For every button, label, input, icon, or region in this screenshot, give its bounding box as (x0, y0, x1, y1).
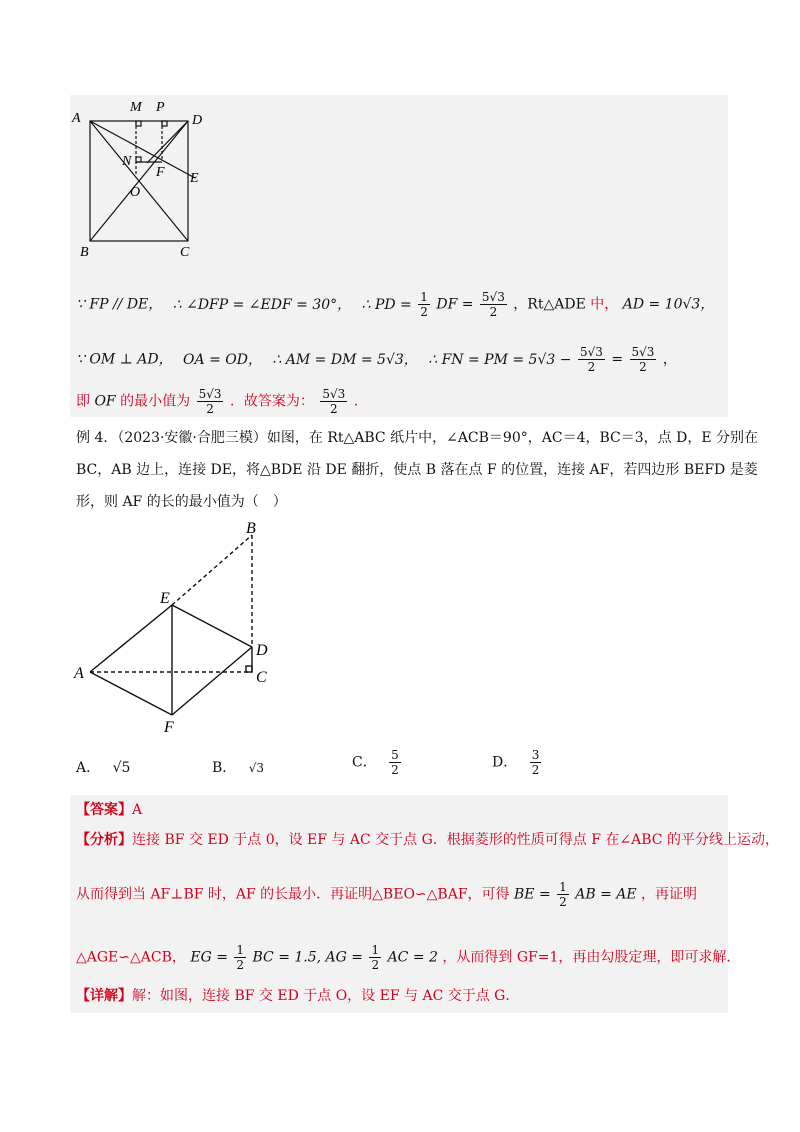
sol1-rt-ade: ，Rt△ADE (513, 296, 586, 313)
fraction-5root3-over-2: $\frac{5√3}{2}$ (481, 290, 505, 319)
sol1-angle: ∴ ∠DFP = ∠EDF = 30°， (172, 296, 352, 313)
fig1-label-e: E (190, 171, 199, 186)
analysis-bc-ag: BC = 1.5, AG = (252, 949, 364, 966)
fig2-label-b: B (246, 520, 256, 537)
fig1-label-m: M (130, 100, 142, 115)
fig1-label-b: B (80, 245, 89, 260)
option-a-value: √5 (112, 760, 131, 776)
fig1-label-p: P (156, 100, 165, 115)
analysis-text-3i: ，从而得到 GF=1，再由勾股定理，即可求解． (442, 949, 741, 966)
detail-tag: 【详解】 (76, 988, 132, 1004)
fraction-5root3-over-2: $\frac{5√3}{2}$ (579, 345, 603, 374)
option-a-label: A． (76, 760, 101, 776)
analysis-line-2 (76, 880, 697, 909)
answer-tag: 【答案】 (76, 802, 132, 818)
analysis-ac: AC = 2 (387, 949, 438, 966)
option-a[interactable] (76, 758, 130, 778)
fig1-label-c: C (180, 245, 190, 260)
analysis-be: BE = (513, 886, 551, 903)
solution-line-2 (76, 345, 677, 374)
fig2-label-f: F (164, 719, 174, 736)
analysis-text-1: 连接 BF 交 ED 于点 0，设 EF 与 AC 交于点 G．根据菱形的性质可得点 F 在∠ABC 的平分线上运动， (132, 832, 779, 848)
fig2-label-d: D (256, 642, 268, 659)
sol3-answer-text: ．故答案为： (229, 393, 314, 410)
fig2-label-c: C (256, 669, 267, 686)
fig1-label-f: F (156, 165, 165, 180)
analysis-text-2a: 从而得到当 AF⊥BF 时，AF 的长最小．再证明△BEO∽△BAF，可得 (76, 886, 510, 903)
sol1-pd: ∴ PD = (361, 296, 412, 313)
fraction-half: $\frac{1}{2}$ (559, 880, 567, 909)
example4-line-3: 形，则 AF 的长的最小值为（ ） (76, 494, 287, 510)
analysis-text-2f: ，再证明 (641, 886, 698, 903)
fraction-answer-2: $\frac{5√3}{2}$ (322, 387, 346, 416)
sol2-om-perp: ∵ OM ⊥ AD， (76, 351, 173, 368)
figure-square (70, 98, 230, 263)
sol2-comma: ， (662, 351, 677, 368)
option-c[interactable] (352, 748, 403, 777)
example4-line-2: BC，AB 边上，连接 DE，将△BDE 沿 DE 翻折，使点 B 落在点 F 的位置，连接 AF，若四边形 BEFD 是菱 (76, 462, 758, 478)
example4-line-1: 例 4．（2023·安徽·合肥三模）如图，在 Rt△ABC 纸片中，∠ACB＝90°，AC＝4，BC＝3，点 D，E 分别在 (76, 430, 758, 446)
option-b[interactable] (212, 758, 264, 778)
sol2-oa-od: OA = OD， (183, 351, 262, 368)
sol2-am-dm: ∴ AM = DM = 5√3， (272, 351, 418, 368)
analysis-line-3 (76, 943, 740, 972)
detail-text: 解：如图，连接 BF 交 ED 于点 O，设 EF 与 AC 交于点 G． (132, 988, 520, 1004)
solution-line-1 (76, 290, 714, 319)
fraction-half: $\frac{1}{2}$ (236, 943, 245, 972)
solution-line-3 (76, 387, 368, 416)
fraction-half: $\frac{1}{2}$ (371, 943, 380, 972)
sol1-zhong: 中， (590, 296, 619, 313)
option-b-label: B． (212, 760, 237, 776)
fig1-label-d: D (192, 113, 203, 128)
fig1-label-o: O (130, 185, 141, 200)
option-c-value: $\frac{5}{2}$ (391, 748, 399, 777)
answer-line (76, 800, 142, 820)
fraction-5root3-over-2: $\frac{5√3}{2}$ (631, 345, 655, 374)
option-d-label: D． (492, 754, 518, 771)
detail-line (76, 986, 519, 1006)
fraction-answer-1: $\frac{5√3}{2}$ (198, 387, 222, 416)
answer-value: A (132, 802, 143, 818)
fig1-label-n: N (122, 154, 132, 169)
sol3-of: OF (94, 393, 116, 410)
sol3-min-text: 的最小值为 (120, 393, 191, 410)
fig1-label-a: A (72, 111, 81, 126)
option-b-value: √3 (248, 761, 265, 775)
fig2-label-a: A (74, 665, 84, 682)
sol3-period: ． (353, 393, 368, 410)
fraction-half: $\frac{1}{2}$ (420, 290, 428, 319)
sol2-fn-pm: ∴ FN = PM = 5√3 − (428, 351, 572, 368)
sol1-df: DF = (436, 296, 474, 313)
sol2-equals: = (611, 351, 624, 368)
analysis-eg: EG = (190, 949, 228, 966)
analysis-tag: 【分析】 (76, 832, 132, 848)
analysis-text-3a: △AGE∽△ACB， (76, 949, 186, 966)
analysis-line-1 (76, 830, 779, 850)
option-d-value: $\frac{3}{2}$ (531, 748, 540, 777)
figure-rhombus (70, 520, 290, 742)
fig2-label-e: E (160, 590, 170, 607)
option-c-label: C． (352, 754, 377, 771)
option-d[interactable] (492, 748, 543, 777)
sol1-ad: AD = 10√3， (622, 296, 715, 313)
analysis-ab-ae: AB = AE (575, 886, 637, 903)
sol1-parallel: ∵ FP // DE， (76, 296, 163, 313)
sol3-ji: 即 (76, 393, 90, 410)
